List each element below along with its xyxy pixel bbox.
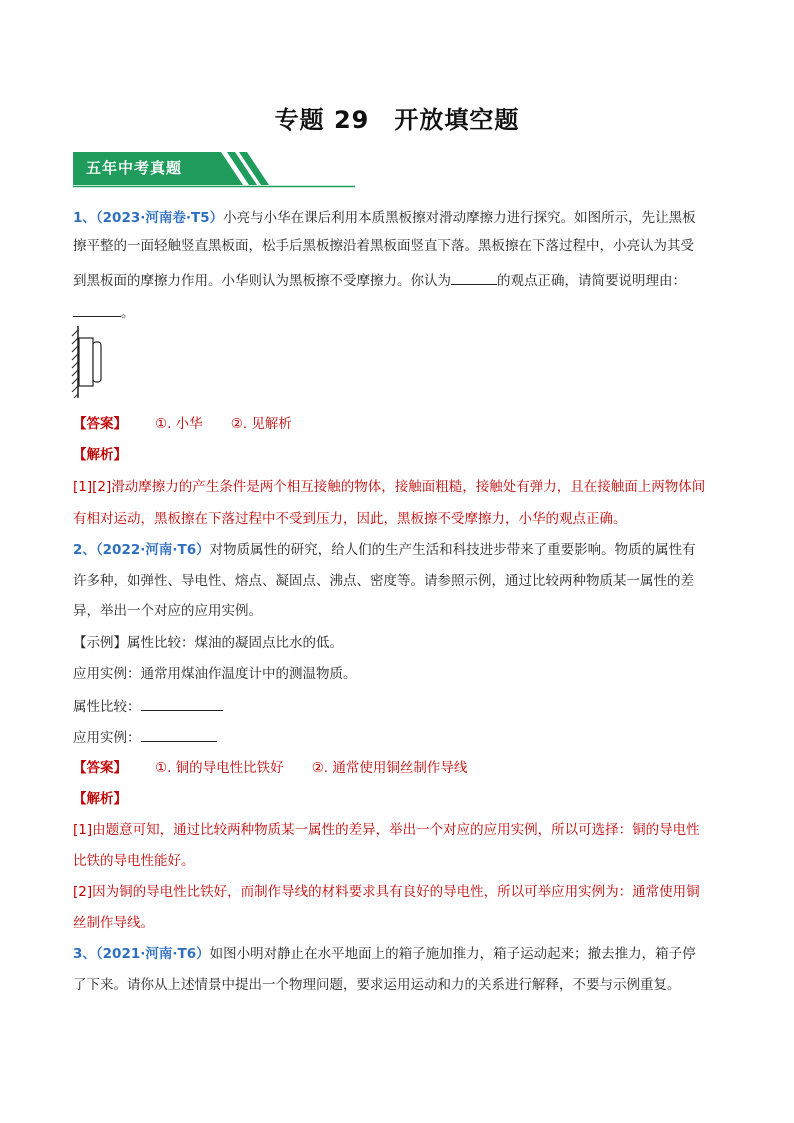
page-title: 专题 29 开放填空题 xyxy=(274,106,520,134)
q2-blank-1[interactable] xyxy=(141,696,223,711)
q3-line-2: 了下来。请你从上述情景中提出一个物理问题，要求运用运动和力的关系进行解释，不要与示例重复。 xyxy=(73,977,681,993)
q2-example-1: 【示例】属性比较：煤油的凝固点比水的低。 xyxy=(73,635,343,651)
q1-line-2: 擦平整的一面轻触竖直黑板面，松手后黑板擦沿着黑板面竖直下落。黑板擦在下落过程中，小亮认为其受 xyxy=(73,238,694,254)
q2-blank-1-line: 属性比较： xyxy=(73,696,223,717)
q2-explanation-line-2: 比铁的导电性能好。 xyxy=(73,853,195,869)
q2-blank-2-line: 应用实例： xyxy=(73,727,217,748)
q1-answer-1: ①. 小华 xyxy=(155,416,203,432)
q1-number: 1、 xyxy=(73,210,96,226)
q1-explanation-line-1: [1][2]滑动摩擦力的产生条件是两个相互接触的物体，接触面粗糙，接触处有弹力，且在接触面上两物体间 xyxy=(73,479,706,495)
q1-blank-1[interactable] xyxy=(451,270,497,285)
q2-answer-2: ②. 通常使用铜丝制作导线 xyxy=(311,760,468,776)
q1-analysis-label: 【解析】 xyxy=(73,447,127,463)
q2-explanation-line-1: [1]由题意可知，通过比较两种物质某一属性的差异，举出一个对应的应用实例，所以可选择：铜的导电性 xyxy=(73,822,700,838)
q2-example-2: 应用实例：通常用煤油作温度计中的测温物质。 xyxy=(73,666,357,682)
q2-source: （2022·河南·T6） xyxy=(95,542,210,558)
q2-line-3: 异，举出一个对应的应用实例。 xyxy=(73,603,262,619)
q3-source: （2021·河南·T6） xyxy=(95,946,210,962)
q1-explanation-line-2: 有相对运动，黑板擦在下落过程中不受到压力，因此，黑板擦不受摩擦力，小华的观点正确。 xyxy=(73,511,627,527)
q2-number: 2、 xyxy=(73,542,96,558)
section-banner-label: 五年中考真题 xyxy=(86,159,183,177)
q2-explanation-line-3: [2]因为铜的导电性比铁好，而制作导线的材料要求具有良好的导电性，所以可举应用实例为：通常使用铜 xyxy=(73,884,700,900)
q1-answer-2: ②. 见解析 xyxy=(230,416,292,432)
q1-line-4: 。 xyxy=(73,302,135,323)
q3-line-1: 3、（2021·河南·T6）如图小明对静止在水平地面上的箱子施加推力，箱子运动起来；撤去推力，箱子停 xyxy=(73,946,696,962)
q2-line-1: 2、（2022·河南·T6）对物质属性的研究，给人们的生产生活和科技进步带来了重要影响。物质的属性有 xyxy=(73,542,696,558)
q1-line-3: 到黑板面的摩擦力作用。小华则认为黑板擦不受摩擦力。你认为 的观点正确，请简要说明理由： xyxy=(73,270,686,291)
q1-source: （2023·河南卷·T5） xyxy=(95,210,224,226)
q2-analysis-label: 【解析】 xyxy=(73,791,127,807)
q1-blank-2[interactable] xyxy=(73,302,121,317)
q3-number: 3、 xyxy=(73,946,96,962)
section-banner xyxy=(73,152,355,188)
q2-blank-2[interactable] xyxy=(141,727,217,742)
q1-answer: 【答案】 ①. 小华 ②. 见解析 xyxy=(73,416,292,432)
q1-line-1: 1、（2023·河南卷·T5）小亮与小华在课后利用本质黑板擦对滑动摩擦力进行探究。如图所示，先让黑板 xyxy=(73,210,696,226)
eraser-board-figure xyxy=(70,326,110,398)
q2-explanation-line-4: 丝制作导线。 xyxy=(73,915,154,931)
q2-line-2: 许多种，如弹性、导电性、熔点、凝固点、沸点、密度等。请参照示例，通过比较两种物质某一属性的差 xyxy=(73,573,694,589)
q2-answer: 【答案】 ①. 铜的导电性比铁好 ②. 通常使用铜丝制作导线 xyxy=(73,760,468,776)
q2-answer-1: ①. 铜的导电性比铁好 xyxy=(155,760,284,776)
